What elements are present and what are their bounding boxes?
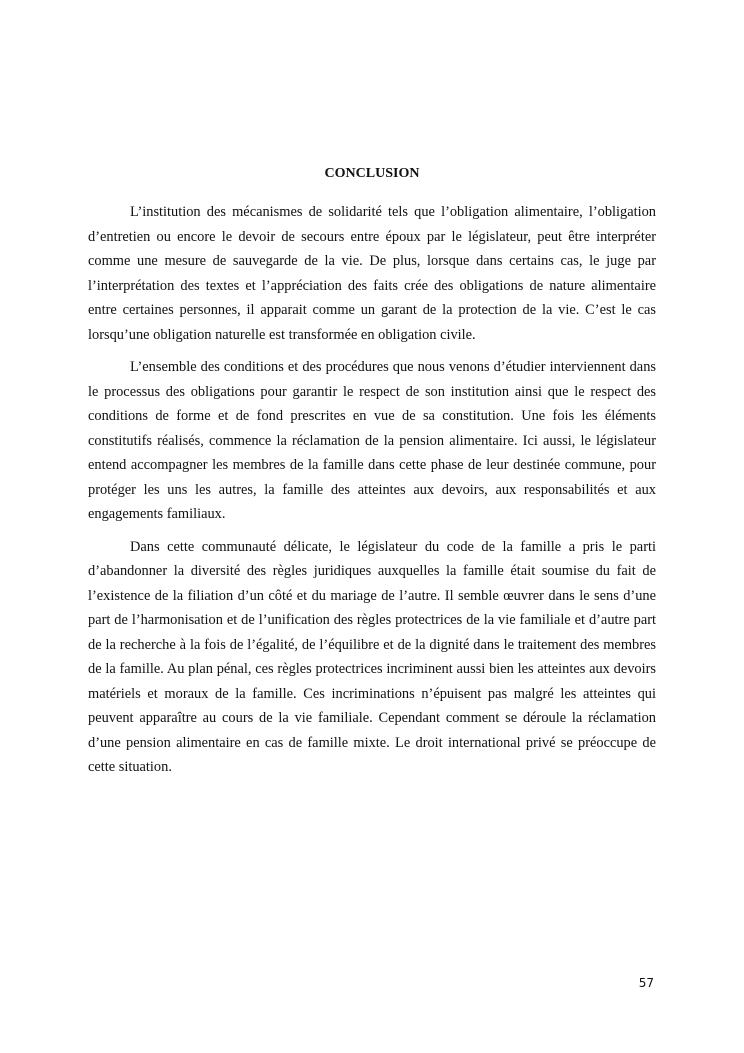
section-heading: CONCLUSION — [324, 166, 420, 181]
body-text — [88, 200, 656, 788]
paragraph-3: Dans cette communauté délicate, le législateur du code de la famille a pris le parti d’abandonner la diversité des règles juridiques auxquelles la famille était soumise du fait de l’existence de la filiation d’un côté et du mariage de l’autre. Il semble œuvrer dans le sens d’une part de l’harmonisation et de l’unification des règles protectrices de la vie familiale et d’autre part de la recherche à la fois de l’égalité, de l’équilibre et de la dignité dans le traitement des membres de la famille. Au plan pénal, ces règles protectrices incriminent aussi bien les atteintes aux devoirs matériels et moraux de la famille. Ces incriminations n’épuisent pas malgré les atteintes qui peuvent apparaître au cours de la vie familiale. Cependant comment se déroule la réclamation d’une pension alimentaire en cas de famille mixte. Le droit international privé se préoccupe de cette situation. — [88, 538, 656, 775]
page-number: 57 — [638, 976, 654, 990]
paragraph-1: L’institution des mécanismes de solidarité tels que l’obligation alimentaire, l’obligation d’entretien ou encore le devoir de secours entre époux par le législateur, peut être interpréter comme une mesure de sauvegarde de la vie. De plus, lorsque dans certains cas, le juge par l’interprétation des textes et l’appréciation des faits crée des obligations de nature alimentaire entre certaines personnes, il apparait comme un garant de la protection de la vie. C’est le cas lorsqu’une obligation naturelle est transformée en obligation civile. — [88, 204, 656, 343]
paragraph-2: L’ensemble des conditions et des procédures que nous venons d’étudier interviennent dans le processus des obligations pour garantir le respect de son institution ainsi que le respect des conditions de forme et de fond prescrites en vue de sa constitution. Une fois les éléments constitutifs réalisés, commence la réclamation de la pension alimentaire. Ici aussi, le législateur entend accompagner les membres de la famille dans cette phase de leur destinée commune, pour protéger les uns les autres, la famille des atteintes aux devoirs, aux responsabilités et aux engagements familiaux. — [88, 359, 656, 522]
